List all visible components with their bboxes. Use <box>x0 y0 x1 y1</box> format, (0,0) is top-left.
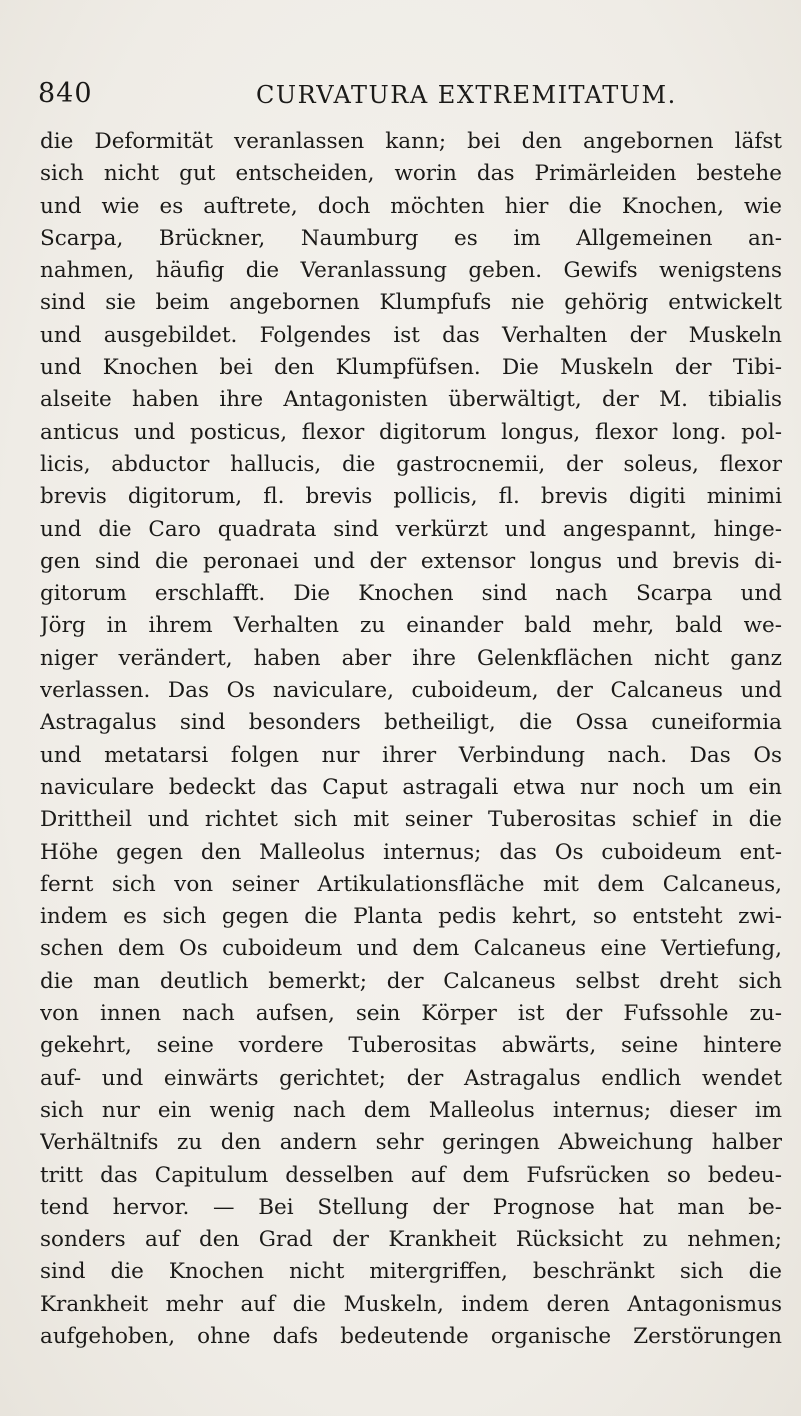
text-line: schen dem Os cuboideum und dem Calcaneus eine Vertiefung, <box>40 936 782 962</box>
text-line: sich nicht gut entscheiden, worin das Primärleiden bestehe <box>40 161 782 187</box>
text-line: Jörg in ihrem Verhalten zu einander bald mehr, bald we- <box>40 613 782 639</box>
text-line: gitorum erschlafft. Die Knochen sind nach Scarpa und <box>40 581 782 607</box>
text-line: verlassen. Das Os naviculare, cuboideum, der Calcaneus und <box>40 678 782 704</box>
text-line: Drittheil und richtet sich mit seiner Tuberositas schief in die <box>40 807 782 833</box>
text-line: Astragalus sind besonders betheiligt, die Ossa cuneiformia <box>40 710 782 736</box>
text-line: gen sind die peronaei und der extensor longus und brevis di- <box>40 548 782 574</box>
text-line: und die Caro quadrata sind verkürzt und angespannt, hinge- <box>40 516 782 542</box>
text-line: von innen nach aufsen, sein Körper ist der Fufssohle zu- <box>40 1001 782 1027</box>
text-line: Höhe gegen den Malleolus internus; das Os cuboideum ent- <box>40 839 782 865</box>
text-line: fernt sich von seiner Artikulationsfläche mit dem Calcaneus, <box>40 871 782 897</box>
text-line: aufgehoben, ohne dafs bedeutende organische Zerstörungen <box>40 1323 782 1349</box>
text-line: brevis digitorum, fl. brevis pollicis, fl. brevis digiti minimi <box>40 484 782 510</box>
text-line: anticus und posticus, flexor digitorum longus, flexor long. pol- <box>40 419 782 445</box>
page-header <box>38 78 778 118</box>
text-line: nahmen, häufig die Veranlassung geben. Gewifs wenigstens <box>40 258 782 284</box>
text-line: tritt das Capitulum desselben auf dem Fufsrücken so bedeu- <box>40 1162 782 1188</box>
text-line: und wie es auftrete, doch möchten hier die Knochen, wie <box>40 193 782 219</box>
text-line: tend hervor. — Bei Stellung der Prognose hat man be- <box>40 1194 782 1220</box>
running-title: CURVATURA EXTREMITATUM. <box>256 81 677 109</box>
text-line: licis, abductor hallucis, die gastrocnemii, der soleus, flexor <box>40 451 782 477</box>
text-line: Scarpa, Brückner, Naumburg es im Allgemeinen an- <box>40 225 782 251</box>
text-line: naviculare bedeckt das Caput astragali etwa nur noch um ein <box>40 774 782 800</box>
text-line: und ausgebildet. Folgendes ist das Verhalten der Muskeln <box>40 322 782 348</box>
text-line: niger verändert, haben aber ihre Gelenkflächen nicht ganz <box>40 645 782 671</box>
page-number: 840 <box>38 78 93 109</box>
text-line: sind sie beim angebornen Klumpfufs nie gehörig entwickelt <box>40 290 782 316</box>
text-line: Verhältnifs zu den andern sehr geringen Abweichung halber <box>40 1130 782 1156</box>
text-line: und Knochen bei den Klumpfüfsen. Die Muskeln der Tibi- <box>40 355 782 381</box>
text-line: sonders auf den Grad der Krankheit Rücksicht zu nehmen; <box>40 1227 782 1253</box>
text-line: Krankheit mehr auf die Muskeln, indem deren Antagonismus <box>40 1291 782 1317</box>
body-text <box>40 126 782 1353</box>
text-line: sind die Knochen nicht mitergriffen, beschränkt sich die <box>40 1259 782 1285</box>
text-line: indem es sich gegen die Planta pedis kehrt, so entsteht zwi- <box>40 904 782 930</box>
text-line: gekehrt, seine vordere Tuberositas abwärts, seine hintere <box>40 1033 782 1059</box>
text-line: sich nur ein wenig nach dem Malleolus internus; dieser im <box>40 1097 782 1123</box>
text-line: die Deformität veranlassen kann; bei den angebornen läfst <box>40 129 782 154</box>
text-line: auf- und einwärts gerichtet; der Astragalus endlich wendet <box>40 1065 782 1091</box>
text-line: die man deutlich bemerkt; der Calcaneus selbst dreht sich <box>40 968 782 994</box>
text-line: und metatarsi folgen nur ihrer Verbindung nach. Das Os <box>40 742 782 768</box>
text-line: alseite haben ihre Antagonisten überwältigt, der M. tibialis <box>40 387 782 413</box>
